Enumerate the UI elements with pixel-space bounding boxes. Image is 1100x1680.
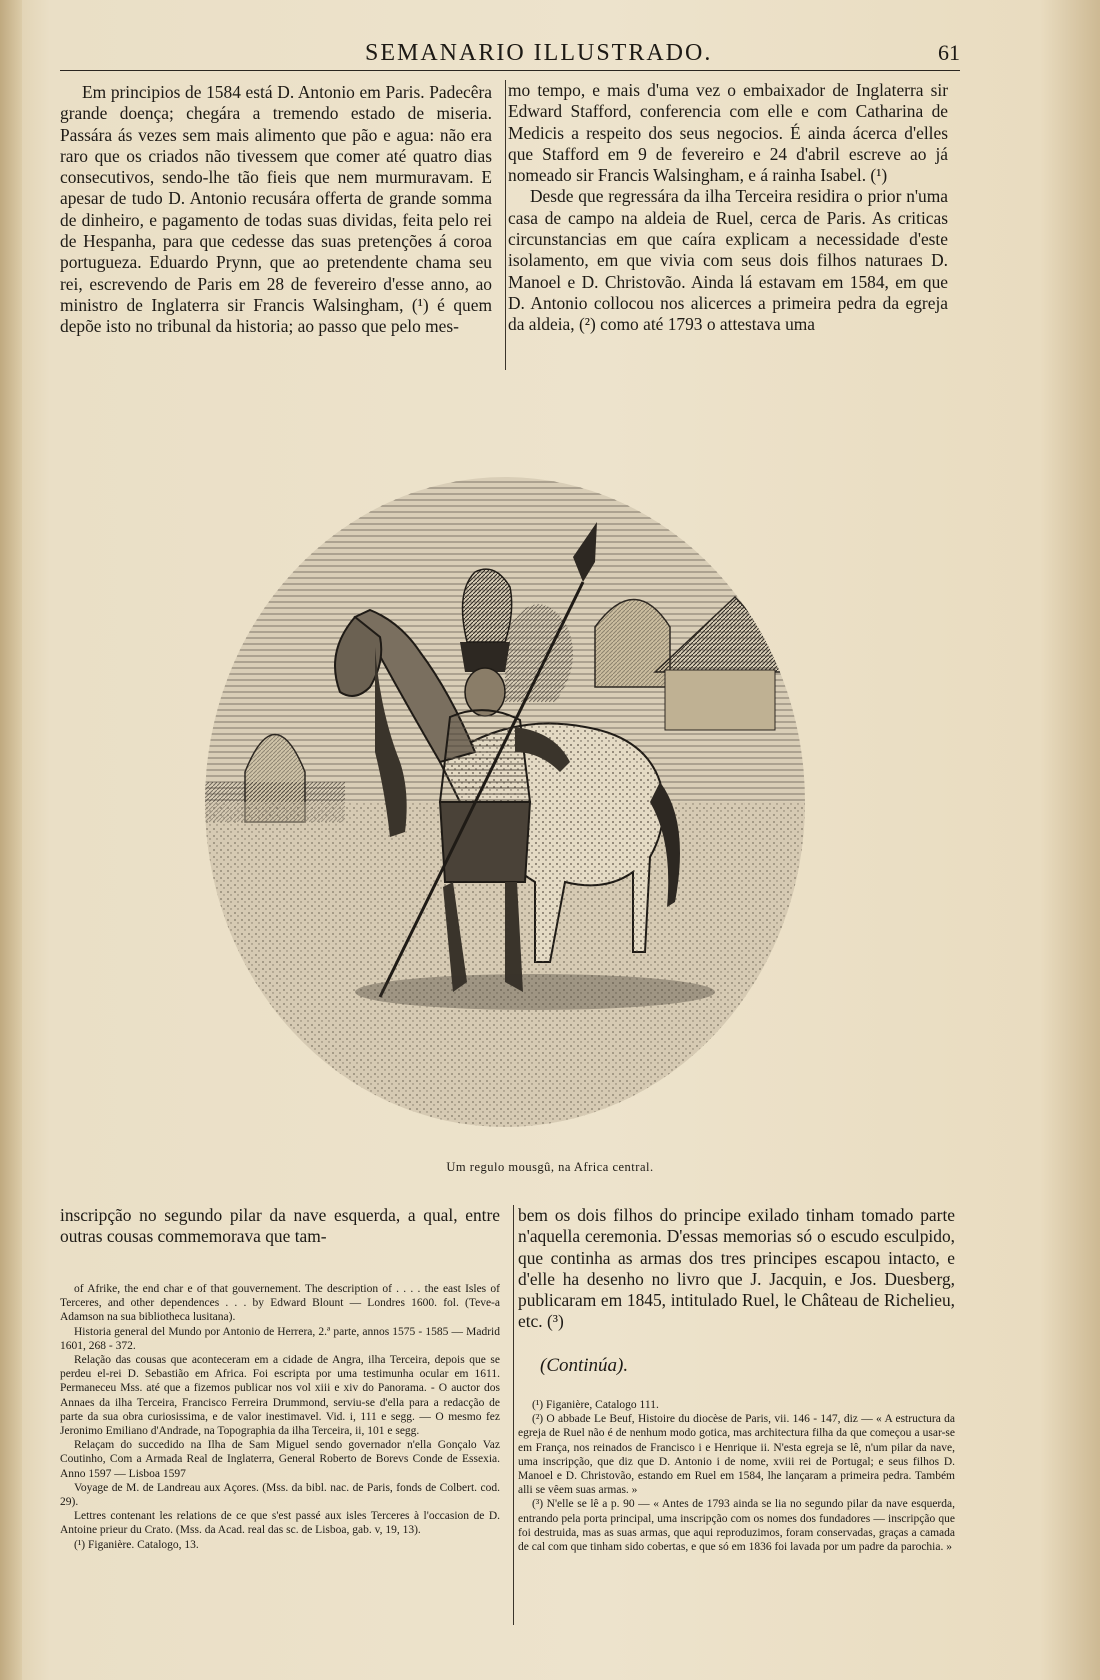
illustration-caption: Um regulo mousgû, na Africa central. <box>446 1160 654 1174</box>
paragraph: mo tempo, e mais d'uma vez o embaixador de Inglaterra sir Edward Stafford, conferencia com elle e com Catharina de Medicis a respeito dos seus negocios. É ainda ácerca d'elles que Stafford em 9 de fevereiro e 24 d'abril escreve ao já nomeado sir Francis Walsingham, e á rainha Isabel. (¹) <box>508 80 948 186</box>
publication-title: SEMANARIO ILLUSTRADO. <box>365 40 713 66</box>
right-column-top <box>508 80 948 336</box>
footnote: of Afrike, the end char e of that gouvernement. The description of . . . . the east Isles of Terceres, and other dependences . . . by Edward Blount — Londres 1600. fol. (Teve-a Adamson na sua bibliotheca lusitana). <box>60 1283 500 1324</box>
paragraph: bem os dois filhos do principe exilado tinham tomado parte n'aquella ceremonia. D'essas memorias só o escudo esculpido, que continha as armas dos tres principes escapou intacto, e d'elle ha desenho no livro que J. Jacquin, e Jos. Duesberg, publicaram em 1845, intitulado Ruel, le Château de Richelieu, etc. (³) <box>518 1205 955 1332</box>
footnote: Voyage de M. de Landreau aux Açores. (Mss. da bibl. nac. de Paris, fonds de Colbert. cod. 29). <box>60 1481 500 1509</box>
column-rule <box>513 1205 514 1625</box>
right-column-bottom <box>518 1205 955 1333</box>
engraving-illustration <box>205 462 805 1132</box>
footnote: (²) O abbade Le Beuf, Histoire du diocèse de Paris, vii. 146 - 147, diz — « A estructura da egreja de Ruel não é de nenhum modo gotica, mas architectura filha da que começou a usar-se em França, nos reinados de Francisco i e Henrique ii. N'esta egreja se lê, n'um pilar da nave, uma inscripção, que diz que D. Antonio i de nome, xviii rei de Portugal; e seus filhos D. Manoel e D. Christovão, estando em Ruel em 1584, lhe lançaram a primeira pedra. Também alli se vêem suas armas. » <box>518 1413 955 1497</box>
footnote: Lettres contenant les relations de ce que s'est passé aux isles Terceres à l'occasion de D. Antoine prieur du Crato. (Mss. da Acad. real das sc. de Lisboa, gab. v, 19, 13). <box>60 1510 500 1537</box>
footnote: Historia general del Mundo por Antonio de Herrera, 2.ª parte, annos 1575 - 1585 — Madrid 1601, 268 - 372. <box>60 1325 500 1352</box>
footnote: Relaçam do succedido na Ilha de Sam Miguel sendo governador n'ella Gonçalo Vaz Coutinho, Com a Armada Real de Inglaterra, General Roberto de Borevs Conde de Essexia. Anno 1597 — Lisboa 1597 <box>60 1439 500 1480</box>
paragraph: inscripção no segundo pilar da nave esquerda, a qual, entre outras cousas commemorava que tam- <box>60 1205 500 1247</box>
page-number: 61 <box>938 40 960 65</box>
footnote: (¹) Figanière, Catalogo 111. <box>532 1399 659 1411</box>
paragraph: Em principios de 1584 está D. Antonio em Paris. Padecêra grande doença; chegára a tremendo estado de miseria. Passára ás vezes sem mais alimento que pão e agua: não era raro que os criados não tivessem que comer até quatro dias consecutivos, sendo-lhe tão fieis que nem murmuravam. E apesar de tudo D. Antonio recusára offerta de grande somma de dinheiro, e pagamento de todas suas dividas, feita pelo rei de Hespanha, para que cedesse das suas pretenções á coroa portugueza. Eduardo Prynn, que ao pretendente chama seu rei, escrevendo de Paris em 28 de fevereiro d'esse anno, ao ministro de Inglaterra sir Francis Walsingham, (¹) é quem depõe isto no tribunal da historia; ao passo que pelo mes- <box>60 82 492 337</box>
horseman-engraving-image <box>205 462 805 1132</box>
continued-note: (Continúa). <box>540 1355 629 1376</box>
footnote: (³) N'elle se lê a p. 90 — « Antes de 1793 ainda se lia no segundo pilar da nave esquerda, entrando pela porta principal, uma inscripção com os nomes dos fundadores — inscripção que foi destruida, mas as suas armas, que aqui reproduzimos, foram conservadas, graças a camada de cal com que tinham sido cobertas, e que só em 1836 foi lavada por um padre da parochia. » <box>518 1498 955 1554</box>
left-column-bottom <box>60 1205 500 1248</box>
right-footnotes <box>518 1398 955 1554</box>
column-rule <box>505 80 506 370</box>
paragraph: Desde que regressára da ilha Terceira residira o prior n'uma casa de campo na aldeia de Ruel, cerca de Paris. As criticas circunstancias em que caíra explicam a necessidade d'este isolamento, em que vivia com seus dois filhos naturaes D. Manoel e D. Christovão. Ainda lá estavam em 1584, em que D. Antonio collocou nos alicerces a primeira pedra da egreja da aldeia, (²) como até 1793 o attestava uma <box>508 186 948 335</box>
footnote: Relação das cousas que aconteceram em a cidade de Angra, ilha Terceira, depois que se perdeu el-rei D. Sebastião em Africa. Foi escripta por uma testimunha ocular em 1611. Permaneceu Mss. até que a fizemos publicar nos vol xiii e xiv do Panorama. - O auctor dos Annaes da ilha Terceira, Francisco Ferreira Drummond, serviu-se d'ella para a redacção de parte da sua obra curiosissima, e de valor inestimavel. Vid. i, 111 e segg. — O mesmo fez Jeronimo Emiliano d'Andrade, na Topographia da ilha Terceira, ii, 101 e segg. <box>60 1354 500 1438</box>
running-head <box>60 38 960 71</box>
left-column-top <box>60 82 492 338</box>
book-spine-shadow <box>0 0 22 1680</box>
footnote: (¹) Figanière. Catalogo, 13. <box>74 1538 199 1551</box>
left-footnotes <box>60 1282 500 1552</box>
